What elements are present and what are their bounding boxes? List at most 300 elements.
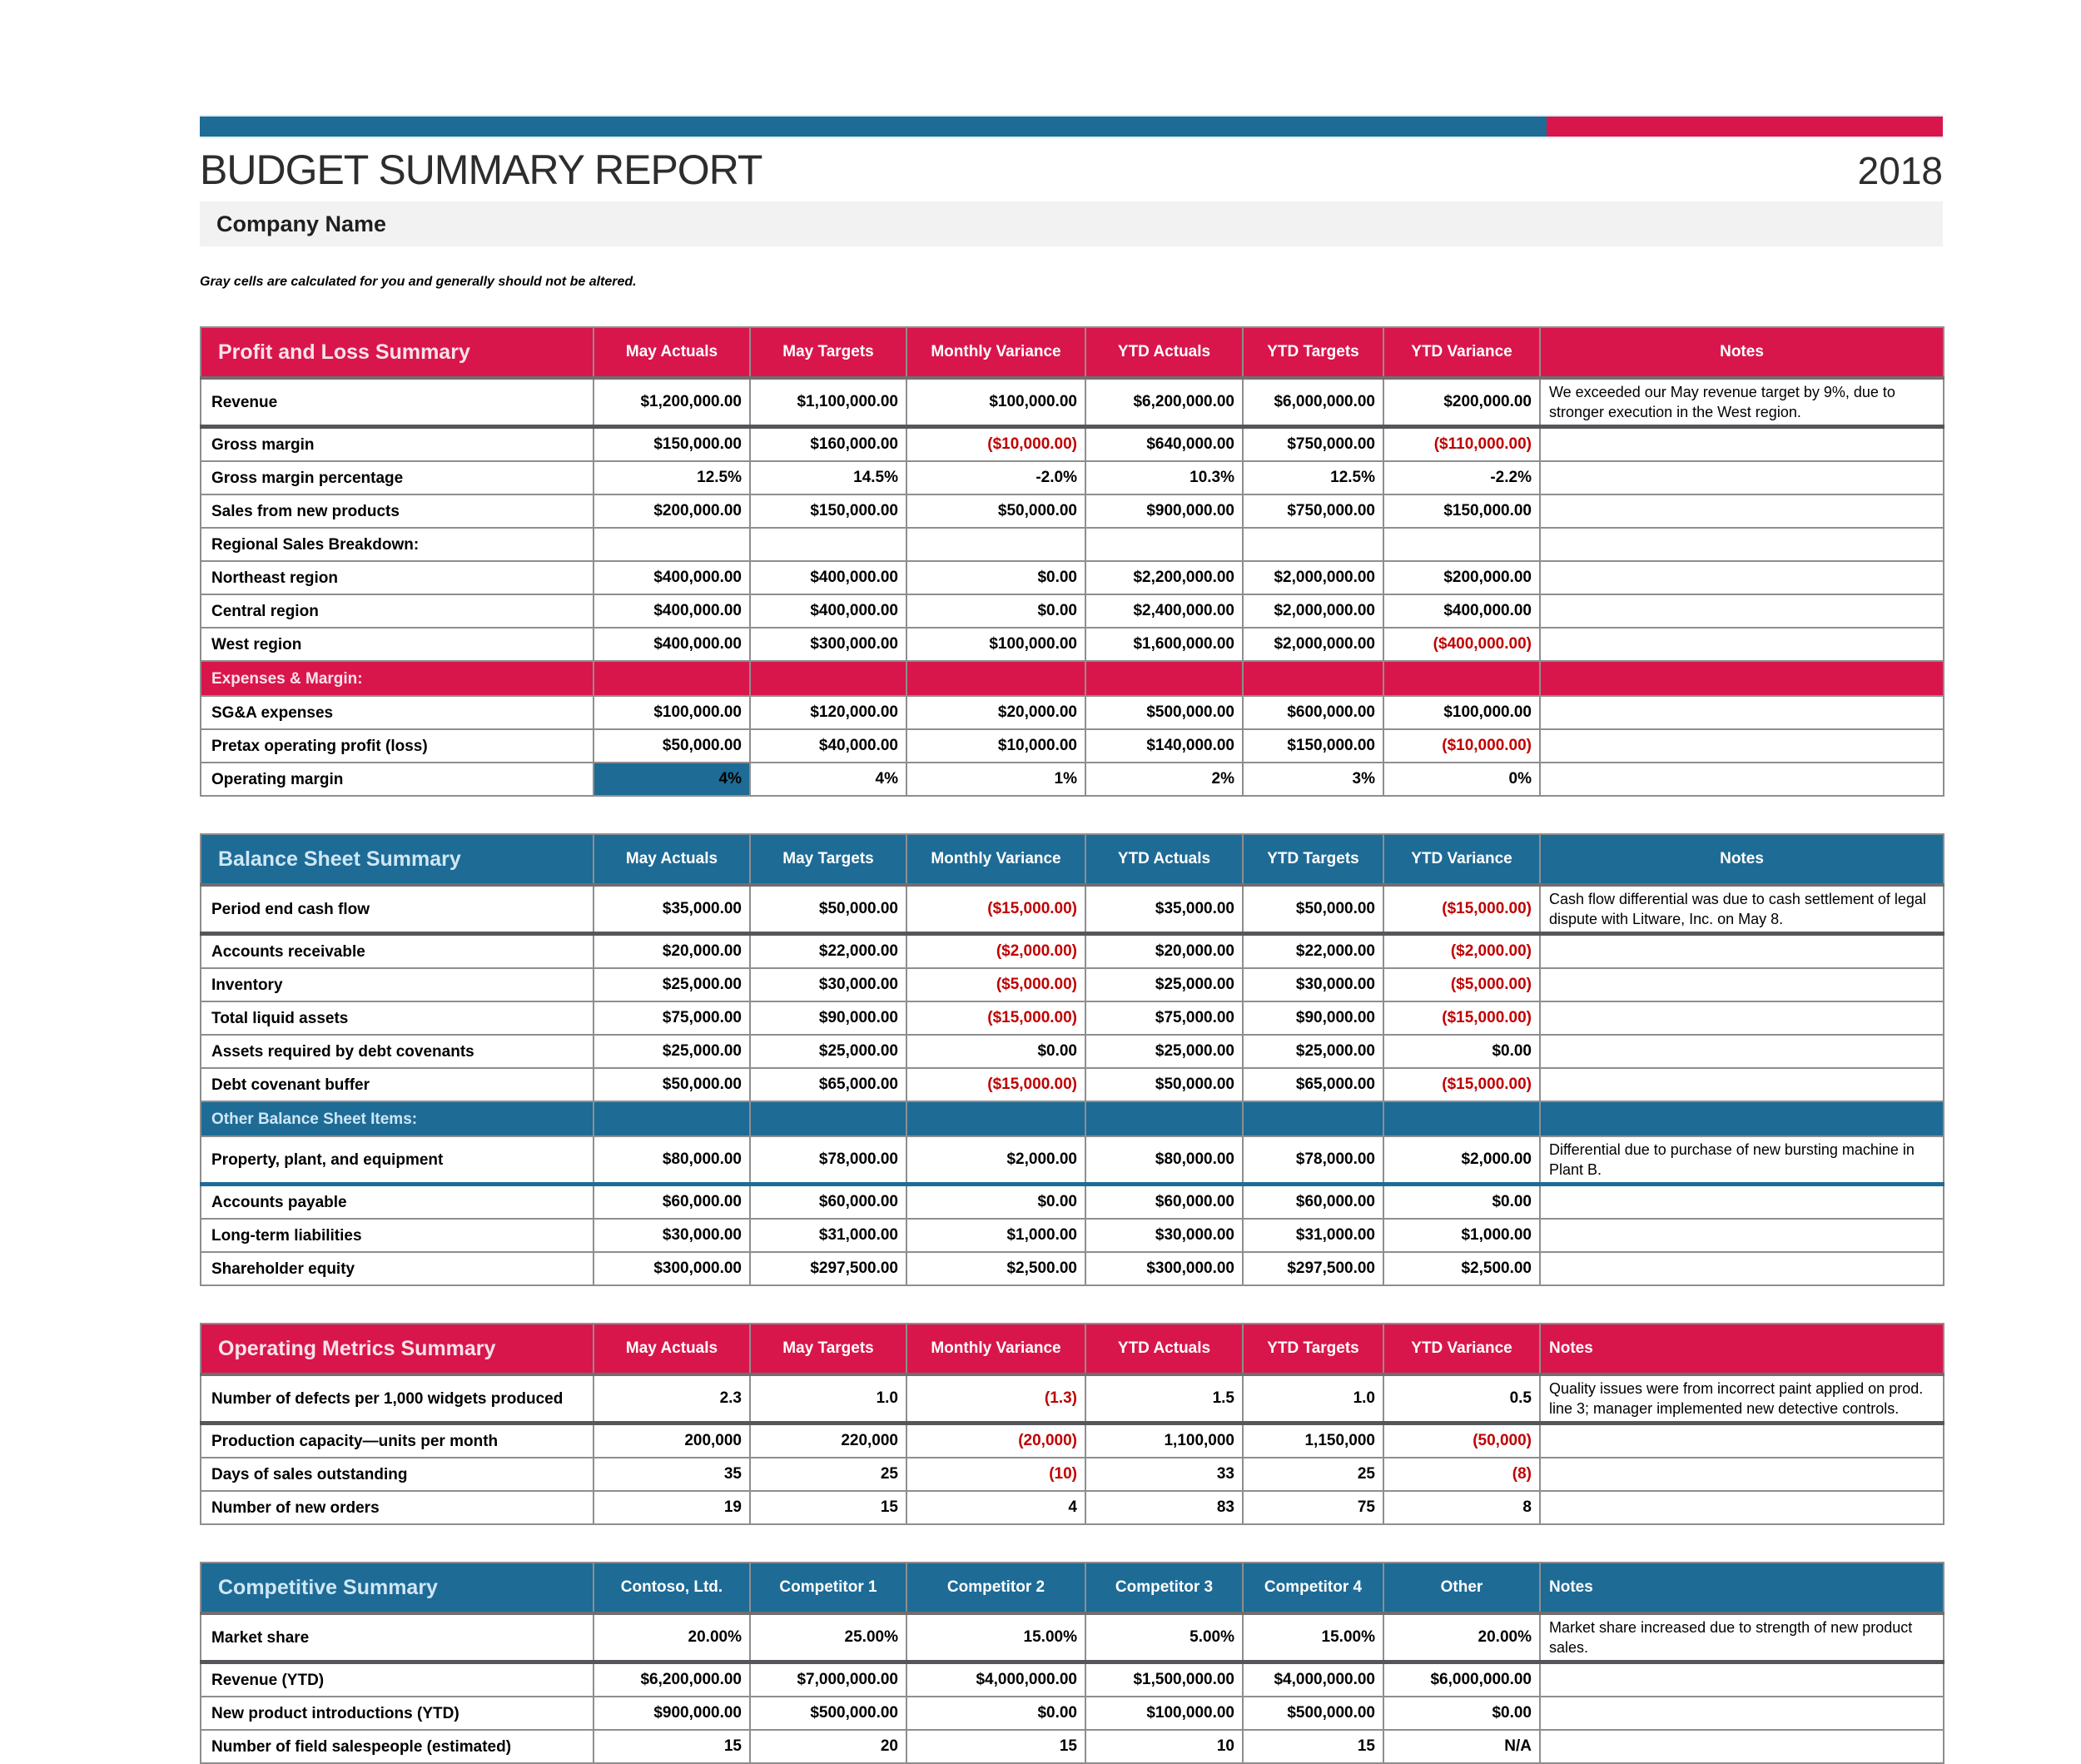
- cell-value[interactable]: 12.5%: [1243, 461, 1383, 494]
- column-header-contoso-ltd: Contoso, Ltd.: [594, 1563, 750, 1613]
- cell-value[interactable]: $2,000,000.00: [1243, 594, 1383, 628]
- table-row-accounts-payable: [201, 1185, 1944, 1220]
- cell-value[interactable]: $50,000.00: [1085, 1068, 1243, 1101]
- cell-value[interactable]: $2,200,000.00: [1085, 561, 1243, 594]
- cell-value[interactable]: $600,000.00: [1243, 696, 1383, 729]
- cell-value[interactable]: [1243, 528, 1383, 561]
- cell-value[interactable]: $1,200,000.00: [594, 378, 750, 427]
- row-label[interactable]: Assets required by debt covenants: [201, 1035, 594, 1068]
- table-competitive-summary: [200, 1562, 1943, 1764]
- table-title: Competitive Summary: [201, 1563, 594, 1613]
- cell-value[interactable]: [594, 528, 750, 561]
- cell-value[interactable]: ($15,000.00): [1383, 1001, 1540, 1035]
- cell-value[interactable]: 20.00%: [594, 1613, 750, 1662]
- cell-value[interactable]: (20,000): [906, 1424, 1085, 1458]
- column-header-ytd-variance: YTD Variance: [1383, 1324, 1540, 1374]
- cell-note[interactable]: [1540, 1035, 1944, 1068]
- cell-note[interactable]: Differential due to purchase of new bursting machine in Plant B.: [1540, 1136, 1944, 1185]
- cell-value[interactable]: $0.00: [906, 1185, 1085, 1220]
- cell-value[interactable]: $1,000.00: [1383, 1219, 1540, 1252]
- row-label[interactable]: Gross margin percentage: [201, 461, 594, 494]
- cell-value[interactable]: $78,000.00: [1243, 1136, 1383, 1185]
- cell-value[interactable]: $6,200,000.00: [1085, 378, 1243, 427]
- cell-value[interactable]: 75: [1243, 1491, 1383, 1524]
- cell-note[interactable]: [1540, 696, 1944, 729]
- row-label[interactable]: Other Balance Sheet Items:: [201, 1101, 594, 1136]
- profit-and-loss-summary-table: [200, 326, 1944, 797]
- cell-value[interactable]: ($15,000.00): [906, 885, 1085, 934]
- cell-value[interactable]: 15: [906, 1730, 1085, 1763]
- cell-value[interactable]: $2,500.00: [906, 1252, 1085, 1285]
- row-label[interactable]: New product introductions (YTD): [201, 1697, 594, 1730]
- cell-value[interactable]: $100,000.00: [1383, 696, 1540, 729]
- cell-value[interactable]: $50,000.00: [750, 885, 906, 934]
- cell-value[interactable]: 15.00%: [1243, 1613, 1383, 1662]
- table-row-gross-margin-percentage: [201, 461, 1944, 494]
- cell-value[interactable]: $90,000.00: [750, 1001, 906, 1035]
- row-label[interactable]: Market share: [201, 1613, 594, 1662]
- cell-value[interactable]: $0.00: [1383, 1035, 1540, 1068]
- cell-value[interactable]: $90,000.00: [1243, 1001, 1383, 1035]
- cell-value[interactable]: $30,000.00: [1085, 1219, 1243, 1252]
- row-label[interactable]: Production capacity—units per month: [201, 1424, 594, 1458]
- cell-value[interactable]: $297,500.00: [750, 1252, 906, 1285]
- cell-value[interactable]: $300,000.00: [1085, 1252, 1243, 1285]
- cell-value[interactable]: $300,000.00: [594, 1252, 750, 1285]
- cell-value[interactable]: [594, 661, 750, 696]
- row-label[interactable]: Operating margin: [201, 763, 594, 796]
- competitive-summary-table: [200, 1562, 1944, 1764]
- cell-note[interactable]: [1540, 1185, 1944, 1220]
- cell-value[interactable]: [594, 1101, 750, 1136]
- cell-value[interactable]: [906, 1101, 1085, 1136]
- cell-value[interactable]: $50,000.00: [906, 494, 1085, 528]
- accent-bar-blue-segment: [200, 117, 1547, 137]
- cell-value[interactable]: $25,000.00: [1085, 968, 1243, 1001]
- cell-value[interactable]: 33: [1085, 1458, 1243, 1491]
- table-row-west-region: [201, 628, 1944, 661]
- cell-value[interactable]: $150,000.00: [1383, 494, 1540, 528]
- cell-value[interactable]: 4: [906, 1491, 1085, 1524]
- cell-note[interactable]: [1540, 427, 1944, 462]
- cell-value[interactable]: $40,000.00: [750, 729, 906, 763]
- cell-value[interactable]: $60,000.00: [1243, 1185, 1383, 1220]
- row-label[interactable]: Property, plant, and equipment: [201, 1136, 594, 1185]
- cell-note[interactable]: [1540, 561, 1944, 594]
- cell-value[interactable]: $0.00: [906, 1697, 1085, 1730]
- row-label[interactable]: Number of new orders: [201, 1491, 594, 1524]
- cell-value[interactable]: [1085, 1101, 1243, 1136]
- cell-value[interactable]: $6,000,000.00: [1243, 378, 1383, 427]
- row-label[interactable]: Inventory: [201, 968, 594, 1001]
- cell-value[interactable]: $4,000,000.00: [1243, 1662, 1383, 1697]
- row-label[interactable]: Pretax operating profit (loss): [201, 729, 594, 763]
- cell-note[interactable]: Market share increased due to strength of new product sales.: [1540, 1613, 1944, 1662]
- cell-value[interactable]: $100,000.00: [1085, 1697, 1243, 1730]
- cell-value[interactable]: $400,000.00: [1383, 594, 1540, 628]
- column-header-monthly-variance: Monthly Variance: [906, 834, 1085, 885]
- cell-value[interactable]: $80,000.00: [594, 1136, 750, 1185]
- cell-note[interactable]: [1540, 1491, 1944, 1524]
- cell-value[interactable]: 2%: [1085, 763, 1243, 796]
- cell-value[interactable]: $6,200,000.00: [594, 1662, 750, 1697]
- row-label[interactable]: Number of field salespeople (estimated): [201, 1730, 594, 1763]
- cell-note[interactable]: [1540, 729, 1944, 763]
- row-label[interactable]: West region: [201, 628, 594, 661]
- cell-value[interactable]: [750, 528, 906, 561]
- table-row-market-share: [201, 1613, 1944, 1662]
- column-header-ytd-targets: YTD Targets: [1243, 327, 1383, 378]
- cell-value[interactable]: 20.00%: [1383, 1613, 1540, 1662]
- cell-value[interactable]: [1243, 661, 1383, 696]
- cell-value[interactable]: $400,000.00: [594, 628, 750, 661]
- column-header-ytd-variance: YTD Variance: [1383, 327, 1540, 378]
- cell-note[interactable]: [1540, 1252, 1944, 1285]
- cell-value[interactable]: 15: [750, 1491, 906, 1524]
- table-row-long-term-liabilities: [201, 1219, 1944, 1252]
- cell-value[interactable]: $100,000.00: [906, 628, 1085, 661]
- cell-value[interactable]: 5.00%: [1085, 1613, 1243, 1662]
- cell-value[interactable]: $0.00: [906, 561, 1085, 594]
- cell-value[interactable]: [1085, 528, 1243, 561]
- cell-note[interactable]: [1540, 1458, 1944, 1491]
- cell-note[interactable]: [1540, 934, 1944, 969]
- cell-note[interactable]: [1540, 461, 1944, 494]
- row-label[interactable]: Number of defects per 1,000 widgets produced: [201, 1374, 594, 1424]
- cell-value[interactable]: $75,000.00: [1085, 1001, 1243, 1035]
- column-header-competitor-3: Competitor 3: [1085, 1563, 1243, 1613]
- cell-value[interactable]: $30,000.00: [594, 1219, 750, 1252]
- row-label[interactable]: Long-term liabilities: [201, 1219, 594, 1252]
- cell-value[interactable]: $1,100,000.00: [750, 378, 906, 427]
- cell-value[interactable]: ($400,000.00): [1383, 628, 1540, 661]
- cell-value[interactable]: [1085, 661, 1243, 696]
- cell-value[interactable]: $65,000.00: [1243, 1068, 1383, 1101]
- cell-value[interactable]: $300,000.00: [750, 628, 906, 661]
- column-header-may-actuals: May Actuals: [594, 1324, 750, 1374]
- cell-value[interactable]: $2,500.00: [1383, 1252, 1540, 1285]
- cell-value[interactable]: [750, 1101, 906, 1136]
- cell-value[interactable]: [1383, 661, 1540, 696]
- cell-value[interactable]: $25,000.00: [1085, 1035, 1243, 1068]
- table-row-central-region: [201, 594, 1944, 628]
- row-label[interactable]: Accounts payable: [201, 1185, 594, 1220]
- row-label[interactable]: Period end cash flow: [201, 885, 594, 934]
- cell-value[interactable]: $200,000.00: [1383, 378, 1540, 427]
- cell-value[interactable]: $2,400,000.00: [1085, 594, 1243, 628]
- column-header-may-targets: May Targets: [750, 834, 906, 885]
- cell-value[interactable]: $1,000.00: [906, 1219, 1085, 1252]
- cell-value[interactable]: $6,000,000.00: [1383, 1662, 1540, 1697]
- table-row-production-capacity-units-per-month: [201, 1424, 1944, 1458]
- table-row-accounts-receivable: [201, 934, 1944, 969]
- cell-value[interactable]: $0.00: [906, 594, 1085, 628]
- cell-value[interactable]: ($10,000.00): [1383, 729, 1540, 763]
- table-row-pretax-operating-profit-loss: [201, 729, 1944, 763]
- row-label[interactable]: Gross margin: [201, 427, 594, 462]
- cell-value[interactable]: 19: [594, 1491, 750, 1524]
- cell-note[interactable]: Cash flow differential was due to cash settlement of legal dispute with Litware, Inc. on May 8.: [1540, 885, 1944, 934]
- cell-value[interactable]: 0.5: [1383, 1374, 1540, 1424]
- cell-value[interactable]: ($2,000.00): [1383, 934, 1540, 969]
- cell-value[interactable]: $50,000.00: [594, 729, 750, 763]
- cell-note[interactable]: [1540, 594, 1944, 628]
- table-row-property-plant-and-equipment: [201, 1136, 1944, 1185]
- cell-value[interactable]: ($5,000.00): [906, 968, 1085, 1001]
- row-label[interactable]: Days of sales outstanding: [201, 1458, 594, 1491]
- cell-value[interactable]: (1.3): [906, 1374, 1085, 1424]
- page-title: BUDGET SUMMARY REPORT: [200, 147, 762, 193]
- table-row-period-end-cash-flow: [201, 885, 1944, 934]
- cell-value[interactable]: 4%: [594, 763, 750, 796]
- cell-value[interactable]: 14.5%: [750, 461, 906, 494]
- column-header-ytd-variance: YTD Variance: [1383, 834, 1540, 885]
- row-label[interactable]: Accounts receivable: [201, 934, 594, 969]
- table-row-revenue-ytd: [201, 1662, 1944, 1697]
- cell-value[interactable]: 4%: [750, 763, 906, 796]
- row-label[interactable]: Regional Sales Breakdown:: [201, 528, 594, 561]
- cell-value[interactable]: $0.00: [906, 1035, 1085, 1068]
- cell-value[interactable]: $31,000.00: [750, 1219, 906, 1252]
- cell-value[interactable]: $900,000.00: [1085, 494, 1243, 528]
- cell-value[interactable]: 35: [594, 1458, 750, 1491]
- cell-value[interactable]: [1383, 528, 1540, 561]
- table-row-days-of-sales-outstanding: [201, 1458, 1944, 1491]
- cell-value[interactable]: 15.00%: [906, 1613, 1085, 1662]
- cell-value[interactable]: $20,000.00: [594, 934, 750, 969]
- table-row-gross-margin: [201, 427, 1944, 462]
- cell-value[interactable]: 10.3%: [1085, 461, 1243, 494]
- cell-value[interactable]: 25.00%: [750, 1613, 906, 1662]
- cell-value[interactable]: $80,000.00: [1085, 1136, 1243, 1185]
- row-label[interactable]: Revenue: [201, 378, 594, 427]
- cell-value[interactable]: $10,000.00: [906, 729, 1085, 763]
- row-label[interactable]: Sales from new products: [201, 494, 594, 528]
- company-name[interactable]: Company Name: [216, 211, 387, 236]
- table-profit-and-loss-summary: [200, 326, 1943, 797]
- cell-value[interactable]: [1243, 1101, 1383, 1136]
- cell-value[interactable]: $25,000.00: [750, 1035, 906, 1068]
- cell-value[interactable]: $1,500,000.00: [1085, 1662, 1243, 1697]
- cell-value[interactable]: [906, 528, 1085, 561]
- cell-value[interactable]: $400,000.00: [750, 561, 906, 594]
- cell-value[interactable]: (50,000): [1383, 1424, 1540, 1458]
- cell-value[interactable]: $30,000.00: [750, 968, 906, 1001]
- cell-value[interactable]: $150,000.00: [1243, 729, 1383, 763]
- cell-value[interactable]: ($10,000.00): [906, 427, 1085, 462]
- cell-value[interactable]: ($2,000.00): [906, 934, 1085, 969]
- cell-value[interactable]: $25,000.00: [594, 968, 750, 1001]
- cell-value[interactable]: 1%: [906, 763, 1085, 796]
- table-row-revenue: [201, 378, 1944, 427]
- cell-value[interactable]: $200,000.00: [1383, 561, 1540, 594]
- report-header: [200, 148, 1943, 191]
- cell-value[interactable]: $500,000.00: [1243, 1697, 1383, 1730]
- cell-value[interactable]: ($5,000.00): [1383, 968, 1540, 1001]
- cell-value[interactable]: 2.3: [594, 1374, 750, 1424]
- cell-value[interactable]: $400,000.00: [750, 594, 906, 628]
- cell-value[interactable]: $50,000.00: [594, 1068, 750, 1101]
- cell-value[interactable]: 12.5%: [594, 461, 750, 494]
- cell-value[interactable]: 1,150,000: [1243, 1424, 1383, 1458]
- cell-value[interactable]: 10: [1085, 1730, 1243, 1763]
- column-header-monthly-variance: Monthly Variance: [906, 327, 1085, 378]
- cell-value[interactable]: $900,000.00: [594, 1697, 750, 1730]
- cell-value[interactable]: [750, 661, 906, 696]
- cell-note[interactable]: [1540, 1662, 1944, 1697]
- cell-note[interactable]: [1540, 1101, 1944, 1136]
- cell-value[interactable]: $2,000,000.00: [1243, 561, 1383, 594]
- table-row-inventory: [201, 968, 1944, 1001]
- cell-value[interactable]: $200,000.00: [594, 494, 750, 528]
- row-label[interactable]: Total liquid assets: [201, 1001, 594, 1035]
- cell-value[interactable]: $35,000.00: [594, 885, 750, 934]
- cell-value[interactable]: 220,000: [750, 1424, 906, 1458]
- row-label[interactable]: Central region: [201, 594, 594, 628]
- row-label[interactable]: Debt covenant buffer: [201, 1068, 594, 1101]
- row-label[interactable]: Northeast region: [201, 561, 594, 594]
- cell-value[interactable]: $2,000.00: [1383, 1136, 1540, 1185]
- table-row-sales-from-new-products: [201, 494, 1944, 528]
- cell-value[interactable]: 0%: [1383, 763, 1540, 796]
- cell-value[interactable]: $20,000.00: [906, 696, 1085, 729]
- cell-value[interactable]: $2,000.00: [906, 1136, 1085, 1185]
- cell-value[interactable]: ($15,000.00): [906, 1068, 1085, 1101]
- cell-value[interactable]: $400,000.00: [594, 594, 750, 628]
- column-header-competitor-4: Competitor 4: [1243, 1563, 1383, 1613]
- cell-value[interactable]: (8): [1383, 1458, 1540, 1491]
- cell-value[interactable]: $500,000.00: [750, 1697, 906, 1730]
- cell-value[interactable]: 15: [594, 1730, 750, 1763]
- cell-value[interactable]: 83: [1085, 1491, 1243, 1524]
- column-header-ytd-actuals: YTD Actuals: [1085, 327, 1243, 378]
- cell-note[interactable]: [1540, 661, 1944, 696]
- cell-value[interactable]: $20,000.00: [1085, 934, 1243, 969]
- cell-value[interactable]: 25: [750, 1458, 906, 1491]
- cell-note[interactable]: [1540, 968, 1944, 1001]
- cell-value[interactable]: 15: [1243, 1730, 1383, 1763]
- cell-note[interactable]: [1540, 763, 1944, 796]
- cell-value[interactable]: $150,000.00: [594, 427, 750, 462]
- cell-value[interactable]: $22,000.00: [1243, 934, 1383, 969]
- cell-value[interactable]: $25,000.00: [594, 1035, 750, 1068]
- cell-note[interactable]: Quality issues were from incorrect paint applied on prod. line 3; manager implemented new detective controls.: [1540, 1374, 1944, 1424]
- cell-value[interactable]: (10): [906, 1458, 1085, 1491]
- cell-value[interactable]: $400,000.00: [594, 561, 750, 594]
- balance-sheet-summary-table: [200, 833, 1944, 1286]
- cell-note[interactable]: [1540, 1730, 1944, 1763]
- cell-value[interactable]: $2,000,000.00: [1243, 628, 1383, 661]
- cell-value[interactable]: $30,000.00: [1243, 968, 1383, 1001]
- cell-value[interactable]: $1,600,000.00: [1085, 628, 1243, 661]
- cell-value[interactable]: $35,000.00: [1085, 885, 1243, 934]
- row-label[interactable]: Revenue (YTD): [201, 1662, 594, 1697]
- cell-value[interactable]: $50,000.00: [1243, 885, 1383, 934]
- cell-value[interactable]: $150,000.00: [750, 494, 906, 528]
- row-label[interactable]: SG&A expenses: [201, 696, 594, 729]
- cell-value[interactable]: [906, 661, 1085, 696]
- cell-value[interactable]: $78,000.00: [750, 1136, 906, 1185]
- table-title: Balance Sheet Summary: [201, 834, 594, 885]
- cell-value[interactable]: $100,000.00: [594, 696, 750, 729]
- cell-value[interactable]: $297,500.00: [1243, 1252, 1383, 1285]
- cell-value[interactable]: $60,000.00: [1085, 1185, 1243, 1220]
- cell-note[interactable]: [1540, 528, 1944, 561]
- cell-value[interactable]: $60,000.00: [750, 1185, 906, 1220]
- cell-value[interactable]: $0.00: [1383, 1185, 1540, 1220]
- report-year: 2018: [1857, 149, 1943, 192]
- table-row-number-of-field-salespeople-estimated: [201, 1730, 1944, 1763]
- cell-value[interactable]: $75,000.00: [594, 1001, 750, 1035]
- cell-value[interactable]: ($15,000.00): [1383, 885, 1540, 934]
- cell-value[interactable]: $25,000.00: [1243, 1035, 1383, 1068]
- cell-value[interactable]: $100,000.00: [906, 378, 1085, 427]
- cell-note[interactable]: [1540, 494, 1944, 528]
- row-label[interactable]: Shareholder equity: [201, 1252, 594, 1285]
- cell-value[interactable]: 3%: [1243, 763, 1383, 796]
- cell-value[interactable]: 1,100,000: [1085, 1424, 1243, 1458]
- cell-value[interactable]: 1.5: [1085, 1374, 1243, 1424]
- cell-note[interactable]: [1540, 1424, 1944, 1458]
- cell-note[interactable]: [1540, 1001, 1944, 1035]
- table-row-operating-margin: [201, 763, 1944, 796]
- cell-value[interactable]: -2.2%: [1383, 461, 1540, 494]
- row-label[interactable]: Expenses & Margin:: [201, 661, 594, 696]
- cell-note[interactable]: We exceeded our May revenue target by 9%, due to stronger execution in the West region.: [1540, 378, 1944, 427]
- cell-value[interactable]: 200,000: [594, 1424, 750, 1458]
- cell-value[interactable]: $65,000.00: [750, 1068, 906, 1101]
- cell-value[interactable]: ($110,000.00): [1383, 427, 1540, 462]
- cell-value[interactable]: $500,000.00: [1085, 696, 1243, 729]
- cell-value[interactable]: $31,000.00: [1243, 1219, 1383, 1252]
- cell-value[interactable]: [1383, 1101, 1540, 1136]
- column-header-competitor-2: Competitor 2: [906, 1563, 1085, 1613]
- column-header-notes: Notes: [1540, 327, 1944, 378]
- cell-value[interactable]: 8: [1383, 1491, 1540, 1524]
- cell-value[interactable]: $60,000.00: [594, 1185, 750, 1220]
- cell-value[interactable]: $22,000.00: [750, 934, 906, 969]
- cell-note[interactable]: [1540, 1697, 1944, 1730]
- cell-value[interactable]: 1.0: [1243, 1374, 1383, 1424]
- cell-value[interactable]: $160,000.00: [750, 427, 906, 462]
- cell-note[interactable]: [1540, 1219, 1944, 1252]
- cell-value[interactable]: $7,000,000.00: [750, 1662, 906, 1697]
- cell-value[interactable]: $640,000.00: [1085, 427, 1243, 462]
- table-row-debt-covenant-buffer: [201, 1068, 1944, 1101]
- column-header-may-actuals: May Actuals: [594, 834, 750, 885]
- table-row-regional-sales-breakdown: [201, 528, 1944, 561]
- cell-value[interactable]: ($15,000.00): [1383, 1068, 1540, 1101]
- section-row-other-balance-sheet-items: [201, 1101, 1944, 1136]
- cell-note[interactable]: [1540, 628, 1944, 661]
- column-header-notes: Notes: [1540, 1563, 1944, 1613]
- cell-value[interactable]: $0.00: [1383, 1697, 1540, 1730]
- cell-value[interactable]: -2.0%: [906, 461, 1085, 494]
- column-header-competitor-1: Competitor 1: [750, 1563, 906, 1613]
- table-title: Operating Metrics Summary: [201, 1324, 594, 1374]
- cell-value[interactable]: 20: [750, 1730, 906, 1763]
- cell-note[interactable]: [1540, 1068, 1944, 1101]
- cell-value[interactable]: 1.0: [750, 1374, 906, 1424]
- cell-value[interactable]: 25: [1243, 1458, 1383, 1491]
- cell-value[interactable]: N/A: [1383, 1730, 1540, 1763]
- cell-value[interactable]: $750,000.00: [1243, 494, 1383, 528]
- cell-value[interactable]: ($15,000.00): [906, 1001, 1085, 1035]
- cell-value[interactable]: $140,000.00: [1085, 729, 1243, 763]
- cell-value[interactable]: $4,000,000.00: [906, 1662, 1085, 1697]
- cell-value[interactable]: $120,000.00: [750, 696, 906, 729]
- cell-value[interactable]: $750,000.00: [1243, 427, 1383, 462]
